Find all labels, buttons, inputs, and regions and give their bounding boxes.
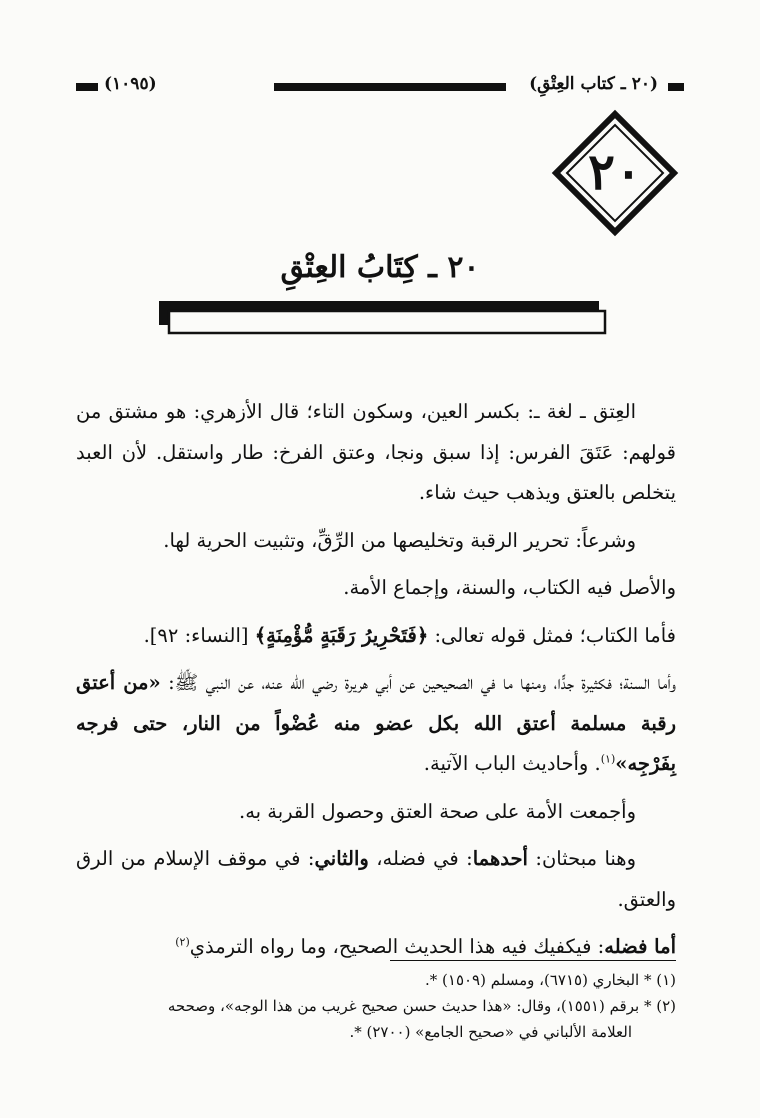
footnote-separator (390, 960, 676, 961)
title-banner (157, 299, 607, 339)
quran-intro: فأما الكتاب؛ فمثل قوله تعالى: (428, 623, 676, 647)
chapter-title: ٢٠ ـ كِتَابُ العِتْقِ (280, 250, 480, 285)
paragraph-definition: العِتق ـ لغة ـ: بكسر العين، وسكون التاء؛ قال الأزهري: هو مشتق من قولهم: عَتَقَ الفرس: إذا سبق ونجا، وعتق الفرخ: طار واستقل. لأن العبد يتخلص بالعتق ويذهب حيث شاء. (76, 400, 676, 504)
paragraph-sources: والأصل فيه الكتاب، والسنة، وإجماع الأمة. (343, 576, 676, 599)
chapter-number-badge (550, 108, 680, 238)
topic-first-label: أحدهما (472, 847, 528, 870)
paragraph-two-topics (76, 839, 676, 920)
footnotes (76, 967, 676, 1045)
paragraph-virtue (76, 927, 676, 968)
sunnah-intro: وأما السنة؛ فكثيرة جدًّا، ومنها ما في الصحيحين عن أبي هريرة رضي الله عنه، عن النبي ﷺ: (160, 671, 676, 694)
virtue-text: : فيكفيك فيه هذا الحديث الصحيح، وما رواه الترمذي (189, 935, 605, 958)
paragraph-consensus: وأجمعت الأمة على صحة العتق وحصول القربة به. (239, 799, 636, 823)
running-title: (٢٠ ـ كتاب العِتْقِ) (529, 74, 658, 94)
header-rule-middle (274, 83, 506, 91)
hadith-text: «من أعتق رقبة مسلمة أعتق الله بكل عضو منه عُضْواً من النار، حتى فرجه بِفَرْجِه» (76, 671, 676, 775)
quran-verse: ﴿فَتَحْرِيرُ رَقَبَةٍ مُّؤْمِنَةٍ﴾ (254, 623, 429, 647)
sunnah-outro: . وأحاديث الباب الآتية. (423, 752, 601, 775)
topic-second-text: : في موقف الإسلام من الرق والعتق. (76, 847, 676, 911)
topic-first-text: : في فضله، (368, 847, 473, 870)
body-text (76, 392, 676, 968)
running-header (76, 74, 684, 100)
footnote-ref-2: (٢) (175, 935, 190, 949)
virtue-lead: أما فضله (604, 935, 676, 958)
quran-reference: [النساء: ٩٢]. (143, 623, 255, 647)
topics-intro: وهنا مبحثان: (527, 847, 636, 870)
header-rule-right (668, 83, 684, 91)
chapter-number: ٢٠ (588, 142, 642, 201)
footnote-2-continued: العلامة الألباني في «صحيح الجامع» (٢٧٠٠) *. (349, 1023, 632, 1041)
topic-second-label: والثاني (314, 847, 369, 870)
header-rule-left (76, 83, 98, 91)
footnote-1: (١) * البخاري (٦٧١٥)، ومسلم (١٥٠٩) *. (425, 971, 676, 989)
paragraph-quran-evidence (76, 616, 676, 657)
footnote-ref-1: (١) (600, 752, 616, 766)
paragraph-sunnah-evidence (76, 663, 676, 785)
page-number: (١٠٩٥) (104, 74, 157, 94)
footnote-2: (٢) * برقم (١٥٥١)، وقال: «هذا حديث حسن صحيح غريب من هذا الوجه»، وصححه (167, 997, 676, 1015)
paragraph-sharia-definition: وشرعاً: تحرير الرقبة وتخليصها من الرِّقِّ، وتثبيت الحرية لها. (163, 528, 636, 552)
